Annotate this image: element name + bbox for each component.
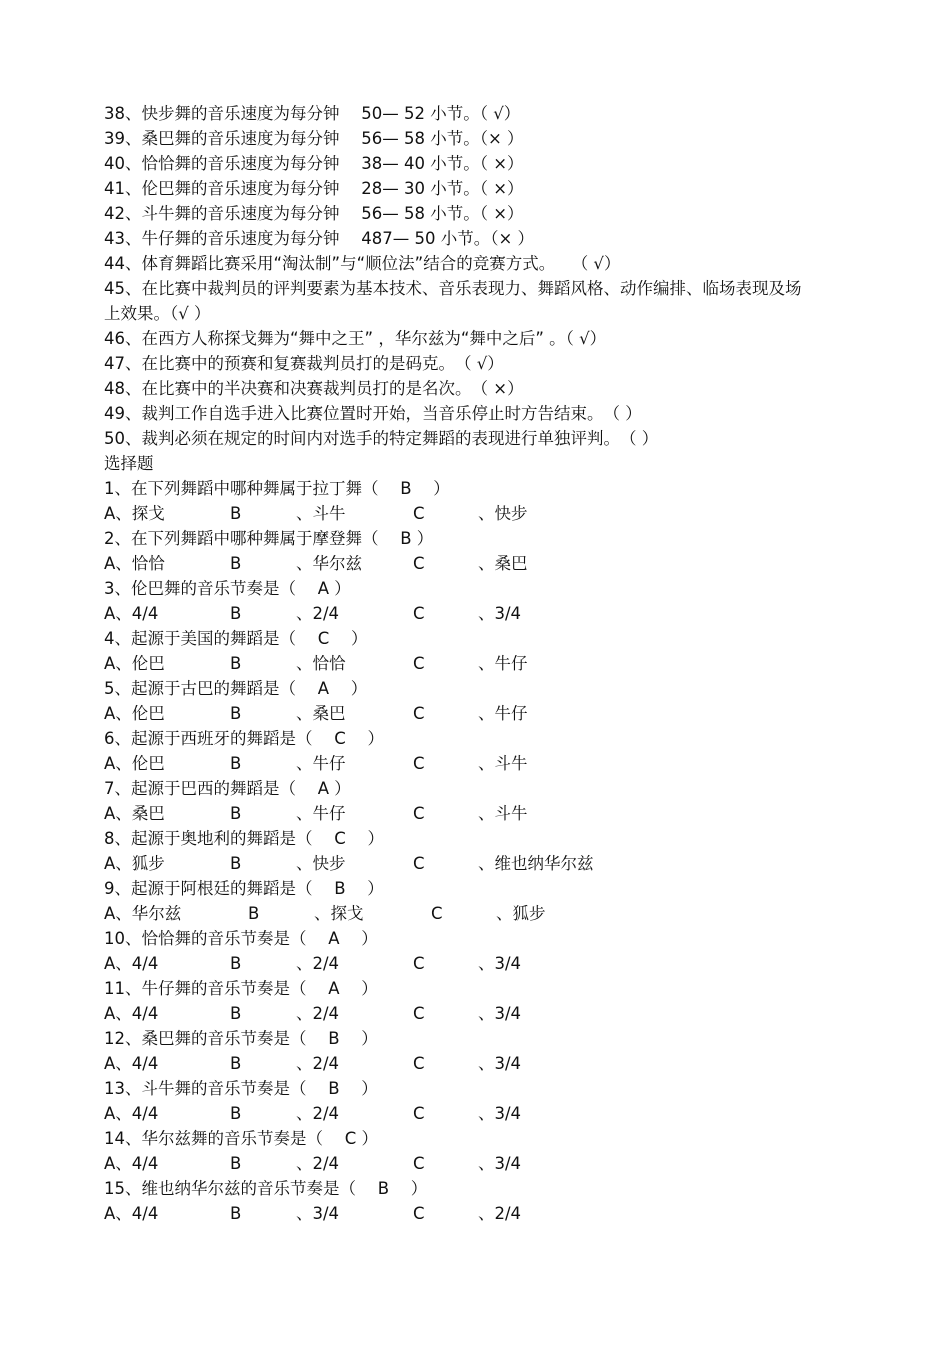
choice-option-a: A、狐步 [104, 854, 165, 873]
choice-option-c-letter: C [413, 654, 425, 673]
judgment-q44: 44、体育舞蹈比赛采用“淘汰制”与“顺位法”结合的竞赛方式。 （ √） [104, 254, 621, 273]
judgment-q39: 39、桑巴舞的音乐速度为每分钟 56— 58 小节。（× ） [104, 129, 524, 148]
choice-option-c-letter: C [413, 804, 425, 823]
choice-option-c-text: 、3/4 [478, 1154, 522, 1173]
choice-option-c-letter: C [413, 854, 425, 873]
choice-option-a: A、华尔兹 [104, 904, 182, 923]
choice-question: 7、起源于巴西的舞蹈是（ A ） [104, 779, 351, 798]
choice-option-c-letter: C [413, 554, 425, 573]
judgment-q48: 48、在比赛中的半决赛和决赛裁判员打的是名次。 （ ×） [104, 379, 524, 398]
choice-option-c-letter: C [413, 754, 425, 773]
choice-option-b-text: 、2/4 [296, 1054, 340, 1073]
choice-option-b-letter: B [230, 854, 242, 873]
judgment-q40: 40、恰恰舞的音乐速度为每分钟 38— 40 小节。（ ×） [104, 154, 524, 173]
choice-question: 6、起源于西班牙的舞蹈是（ C ） [104, 729, 385, 748]
choice-option-a: A、4/4 [104, 1104, 159, 1123]
choice-option-b-text: 、桑巴 [296, 704, 346, 723]
choice-option-c-text: 、3/4 [478, 604, 522, 623]
choice-option-b-text: 、恰恰 [296, 654, 346, 673]
choice-option-c-text: 、3/4 [478, 1004, 522, 1023]
choice-option-c-letter: C [413, 1104, 425, 1123]
choice-question: 12、桑巴舞的音乐节奏是（ B ） [104, 1029, 378, 1048]
choice-option-b-letter: B [230, 954, 242, 973]
choice-option-a: A、4/4 [104, 604, 159, 623]
choice-question: 8、起源于奥地利的舞蹈是（ C ） [104, 829, 385, 848]
choice-option-b-letter: B [230, 1104, 242, 1123]
judgment-q41: 41、伦巴舞的音乐速度为每分钟 28— 30 小节。（ ×） [104, 179, 524, 198]
choice-question: 9、起源于阿根廷的舞蹈是（ B ） [104, 879, 384, 898]
choice-option-c-text: 、牛仔 [478, 704, 528, 723]
judgment-q38: 38、快步舞的音乐速度为每分钟 50— 52 小节。（ √） [104, 104, 521, 123]
choice-option-b-text: 、2/4 [296, 1004, 340, 1023]
choice-option-b-letter: B [230, 754, 242, 773]
choice-option-a: A、伦巴 [104, 704, 165, 723]
choice-option-c-letter: C [413, 604, 425, 623]
choice-question: 11、牛仔舞的音乐节奏是（ A ） [104, 979, 378, 998]
judgment-q49: 49、裁判工作自选手进入比赛位置时开始，当音乐停止时方告结束。 （ ） [104, 404, 642, 423]
choice-option-c-letter: C [431, 904, 443, 923]
judgment-q42: 42、斗牛舞的音乐速度为每分钟 56— 58 小节。（ ×） [104, 204, 524, 223]
choice-option-a: A、4/4 [104, 1204, 159, 1223]
choice-option-b-letter: B [230, 1054, 242, 1073]
choice-option-c-letter: C [413, 1204, 425, 1223]
choice-option-b-text: 、牛仔 [296, 754, 346, 773]
judgment-q45: 45、在比赛中裁判员的评判要素为基本技术、音乐表现力、舞蹈风格、动作编排、临场表现及场上效果。（√ ） [104, 279, 802, 323]
judgment-q47: 47、在比赛中的预赛和复赛裁判员打的是码克。 （ √） [104, 354, 504, 373]
choice-option-a: A、4/4 [104, 1054, 159, 1073]
choice-option-b-text: 、2/4 [296, 1154, 340, 1173]
choice-option-c-letter: C [413, 1054, 425, 1073]
choice-option-c-letter: C [413, 1154, 425, 1173]
judgment-q50: 50、裁判必须在规定的时间内对选手的特定舞蹈的表现进行单独评判。 （ ） [104, 429, 659, 448]
choice-question: 15、维也纳华尔兹的音乐节奏是（ B ） [104, 1179, 428, 1198]
choice-option-a: A、4/4 [104, 954, 159, 973]
choice-option-c-text: 、斗牛 [478, 804, 528, 823]
choice-option-b-text: 、探戈 [314, 904, 364, 923]
choice-question: 14、华尔兹舞的音乐节奏是（ C ） [104, 1129, 379, 1148]
choice-option-c-letter: C [413, 704, 425, 723]
choice-option-c-letter: C [413, 504, 425, 523]
choice-question: 1、在下列舞蹈中哪种舞属于拉丁舞（ B ） [104, 479, 450, 498]
choice-option-c-text: 、3/4 [478, 954, 522, 973]
choice-option-a: A、桑巴 [104, 804, 165, 823]
choice-option-b-letter: B [230, 1154, 242, 1173]
choice-option-c-text: 、3/4 [478, 1104, 522, 1123]
choice-option-b-letter: B [230, 504, 242, 523]
choice-option-b-letter: B [230, 804, 242, 823]
choice-option-c-text: 、2/4 [478, 1204, 522, 1223]
choice-option-b-text: 、2/4 [296, 954, 340, 973]
choice-option-a: A、4/4 [104, 1004, 159, 1023]
choice-question: 13、斗牛舞的音乐节奏是（ B ） [104, 1079, 378, 1098]
choice-option-c-letter: C [413, 954, 425, 973]
choice-option-a: A、伦巴 [104, 754, 165, 773]
section-title: 选择题 [104, 454, 154, 473]
choice-option-b-text: 、牛仔 [296, 804, 346, 823]
choice-option-b-letter: B [230, 704, 242, 723]
choice-option-b-letter: B [230, 554, 242, 573]
choice-question: 5、起源于古巴的舞蹈是（ A ） [104, 679, 368, 698]
choice-option-b-letter: B [230, 1004, 242, 1023]
choice-option-b-text: 、2/4 [296, 1104, 340, 1123]
choice-option-b-letter: B [230, 654, 242, 673]
choice-option-b-text: 、华尔兹 [296, 554, 362, 573]
choice-option-a: A、4/4 [104, 1154, 159, 1173]
choice-option-c-text: 、斗牛 [478, 754, 528, 773]
choice-option-c-text: 、牛仔 [478, 654, 528, 673]
choice-option-b-text: 、快步 [296, 854, 346, 873]
choice-option-b-text: 、2/4 [296, 604, 340, 623]
choice-option-a: A、恰恰 [104, 554, 165, 573]
choice-option-a: A、伦巴 [104, 654, 165, 673]
choice-option-c-text: 、3/4 [478, 1054, 522, 1073]
choice-option-b-letter: B [230, 604, 242, 623]
choice-option-b-letter: B [230, 1204, 242, 1223]
choice-question: 3、伦巴舞的音乐节奏是（ A ） [104, 579, 351, 598]
judgment-q46: 46、在西方人称探戈舞为“舞中之王” ，华尔兹为“舞中之后” 。（ √） [104, 329, 607, 348]
choice-option-c-text: 、狐步 [496, 904, 546, 923]
choice-question: 10、恰恰舞的音乐节奏是（ A ） [104, 929, 378, 948]
choice-option-c-text: 、快步 [478, 504, 528, 523]
choice-question: 4、起源于美国的舞蹈是（ C ） [104, 629, 368, 648]
choice-option-a: A、探戈 [104, 504, 165, 523]
judgment-q43: 43、牛仔舞的音乐速度为每分钟 487— 50 小节。（× ） [104, 229, 535, 248]
choice-option-c-letter: C [413, 1004, 425, 1023]
choice-option-b-letter: B [248, 904, 260, 923]
choice-option-b-text: 、斗牛 [296, 504, 346, 523]
choice-question: 2、在下列舞蹈中哪种舞属于摩登舞（ B ） [104, 529, 434, 548]
choice-option-b-text: 、3/4 [296, 1204, 340, 1223]
choice-option-c-text: 、维也纳华尔兹 [478, 854, 594, 873]
choice-option-c-text: 、桑巴 [478, 554, 528, 573]
